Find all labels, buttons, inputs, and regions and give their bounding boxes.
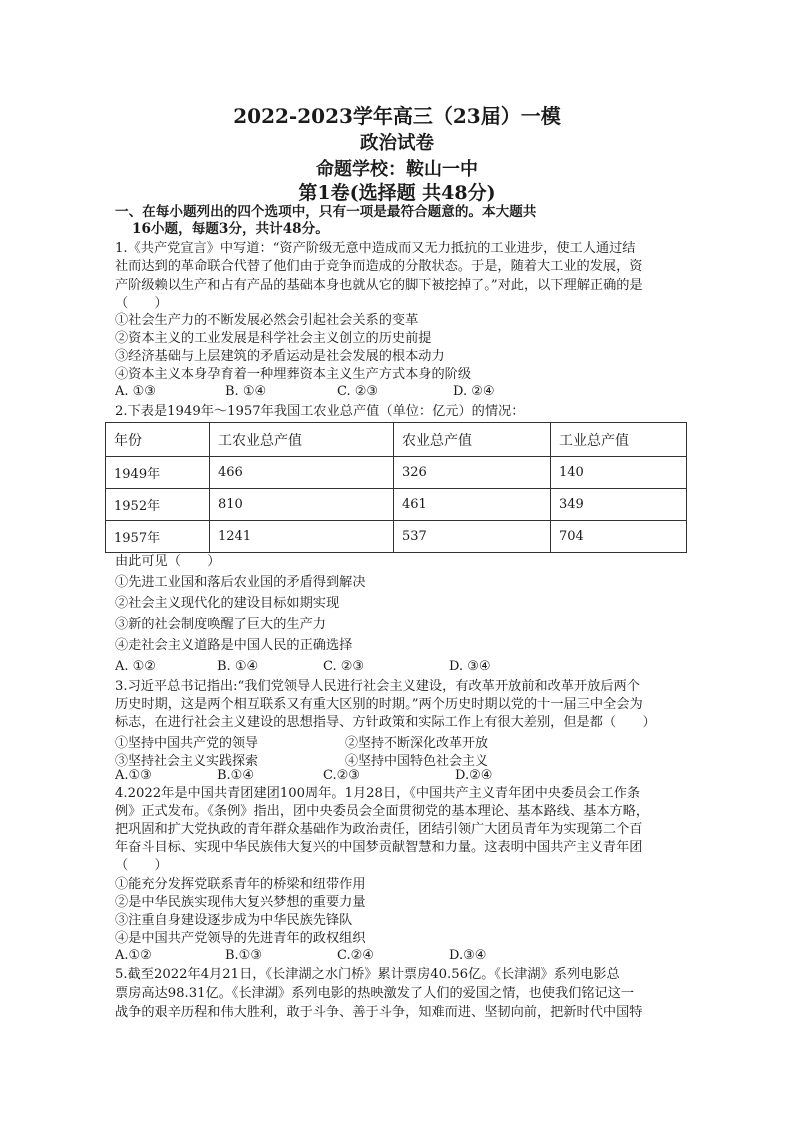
q5-stem-line: 票房高达98.31亿。《长津湖》系列电影的热映激发了人们的爱国之情，也使我们铭记这一 <box>115 986 635 1001</box>
q1-item: ②资本主义的工业发展是科学社会主义创立的历史前提 <box>115 331 432 346</box>
q3-choice-a[interactable]: A.①③ <box>115 768 152 783</box>
q1-item: ④资本主义本身孕育着一种埋葬资本主义生产方式本身的阶级 <box>115 367 472 382</box>
q1-answer-bracket: （ ） <box>115 296 168 311</box>
q2-choice-d[interactable]: D. ③④ <box>449 659 491 674</box>
q4-choice-c[interactable]: C.②④ <box>337 948 374 963</box>
q4-stem-line: 例》正式发布。《条例》指出，团中央委员会全面贯彻党的基本理论、基本路线、基本方略， <box>115 804 650 819</box>
q2-item: ②社会主义现代化的建设目标如期实现 <box>115 596 340 611</box>
table-header-row <box>106 423 687 457</box>
section-instruction-cont: 16小题，每题3分，共计48分。 <box>132 221 329 237</box>
q3-choice-b[interactable]: B.①④ <box>217 768 254 783</box>
q4-choice-d[interactable]: D.③④ <box>449 948 487 963</box>
q2-choice-a[interactable]: A. ①② <box>115 659 156 674</box>
q1-choice-a[interactable]: A. ①③ <box>115 384 156 399</box>
q4-item: ①能充分发挥党联系青年的桥梁和纽带作用 <box>115 877 366 892</box>
q4-stem-line: 4.2022年是中国共青团建团100周年。1月28日，《中国共产主义青年团中央委员会工作条 <box>115 786 641 801</box>
q1-choice-c[interactable]: C. ②③ <box>337 384 379 399</box>
q1-stem-line: 社而达到的革命联合代替了他们由于竞争而造成的分散状态。于是，随着大工业的发展，资 <box>115 259 643 274</box>
q4-choice-b[interactable]: B.①③ <box>225 948 262 963</box>
table-cell: 1241 <box>210 521 394 553</box>
table-cell: 466 <box>210 457 394 489</box>
table-cell: 461 <box>394 489 551 521</box>
q2-choice-b[interactable]: B. ①④ <box>217 659 259 674</box>
table-cell: 140 <box>551 457 687 489</box>
table-cell: 537 <box>394 521 551 553</box>
table-header-cell: 工农业总产值 <box>210 423 394 457</box>
q3-item: ④坚持中国特色社会主义 <box>345 754 489 769</box>
q2-stem: 2.下表是1949年～1957年我国工农业总产值（单位：亿元）的情况： <box>115 404 525 419</box>
q3-item: ①坚持中国共产党的领导 <box>115 736 259 751</box>
section-instruction: 一、在每小题列出的四个选项中，只有一项是最符合题意的。本大题共 <box>115 204 537 220</box>
q3-item: ②坚持不断深化改革开放 <box>345 736 489 751</box>
table-cell: 1952年 <box>106 489 210 521</box>
q1-item: ①社会生产力的不断发展必然会引起社会关系的变革 <box>115 313 419 328</box>
table-cell: 349 <box>551 489 687 521</box>
exam-part-title: 第1卷(选择题 共48分) <box>298 182 496 204</box>
q2-choice-c[interactable]: C. ②③ <box>323 659 365 674</box>
table-header-cell: 工业总产值 <box>551 423 687 457</box>
q2-item: ①先进工业国和落后农业国的矛盾得到解决 <box>115 575 366 590</box>
table-cell: 1949年 <box>106 457 210 489</box>
exam-subject: 政治试卷 <box>359 133 434 154</box>
exam-title: 2022-2023学年高三（23届）一模 <box>233 104 561 128</box>
q4-choice-a[interactable]: A.①② <box>115 948 152 963</box>
q4-answer-bracket: （ ） <box>115 858 168 873</box>
table-cell: 1957年 <box>106 521 210 553</box>
q5-stem-line: 5.截至2022年4月21日，《长津湖之水门桥》累计票房40.56亿。《长津湖》系列电影总 <box>115 967 620 982</box>
q1-choice-b[interactable]: B. ①④ <box>225 384 267 399</box>
table-header-cell: 年份 <box>106 423 210 457</box>
table-cell: 810 <box>210 489 394 521</box>
q2-follow: 由此可见（ ） <box>115 554 221 569</box>
q3-item: ③坚持社会主义实践探索 <box>115 754 259 769</box>
table-row <box>106 489 687 521</box>
q3-stem-line: 历史时期，这是两个相互联系又有重大区别的时期。”两个历史时期以党的十一届三中全会为 <box>115 697 643 712</box>
q3-choice-d[interactable]: D.②④ <box>455 768 493 783</box>
q3-choice-c[interactable]: C.②③ <box>323 768 360 783</box>
q4-item: ④是中国共产党领导的先进青年的政权组织 <box>115 931 366 946</box>
q1-item: ③经济基础与上层建筑的矛盾运动是社会发展的根本动力 <box>115 349 445 364</box>
q3-stem-line: 标志，在进行社会主义建设的思想指导、方针政策和实际工作上有很大差别，但是都（ ） <box>115 715 656 730</box>
q4-item: ③注重自身建设逐步成为中华民族先锋队 <box>115 913 353 928</box>
q4-stem-line: 把巩固和扩大党执政的青年群众基础作为政治责任，团结引领广大团员青年为实现第二个百 <box>115 822 643 837</box>
q1-stem-line: 产阶级赖以生产和占有产品的基础本身也就从它的脚下被挖掉了。”对此，以下理解正确的是 <box>115 278 643 293</box>
q1-choice-d[interactable]: D. ②④ <box>453 384 495 399</box>
q2-item: ③新的社会制度唤醒了巨大的生产力 <box>115 617 326 632</box>
q2-item: ④走社会主义道路是中国人民的正确选择 <box>115 638 353 653</box>
q4-stem-line: 年奋斗目标、实现中华民族伟大复兴的中国梦贡献智慧和力量。这表明中国共产主义青年团 <box>115 840 643 855</box>
q1-stem-line: 1.《共产党宣言》中写道：“资产阶级无意中造成而又无力抵抗的工业进步，使工人通过结 <box>115 241 636 256</box>
table-cell: 326 <box>394 457 551 489</box>
table-cell: 704 <box>551 521 687 553</box>
table-row <box>106 457 687 489</box>
q4-item: ②是中华民族实现伟大复兴梦想的重要力量 <box>115 895 366 910</box>
output-value-table <box>105 422 687 553</box>
q3-stem-line: 3.习近平总书记指出:“我们党领导人民进行社会主义建设，有改革开放前和改革开放后两个 <box>115 679 640 694</box>
table-header-cell: 农业总产值 <box>394 423 551 457</box>
exam-school: 命题学校：鞍山一中 <box>316 159 478 180</box>
table-row <box>106 521 687 553</box>
q5-stem-line: 战争的艰辛历程和伟大胜利，敢于斗争、善于斗争，知难而进、坚韧向前，把新时代中国特 <box>115 1005 643 1020</box>
